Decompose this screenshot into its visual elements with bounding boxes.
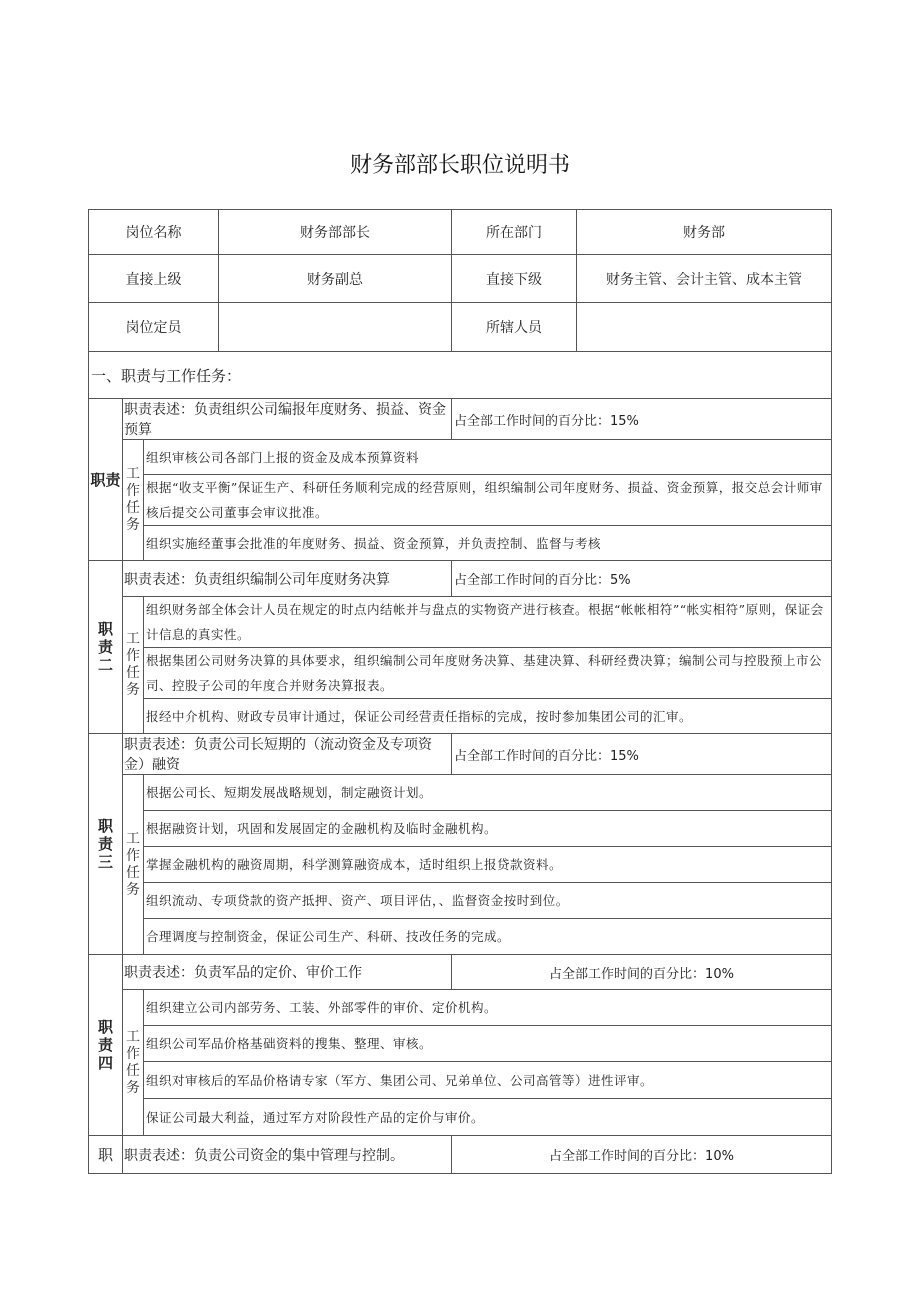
duty-1-task-row: [89, 440, 832, 475]
section-heading-row: [89, 352, 832, 399]
position-name-label: 岗位名称: [89, 210, 219, 255]
headcount-value: [219, 303, 452, 352]
superior-value: 财务副总: [219, 255, 452, 303]
duty-4-task-1: 组织建立公司内部劳务、工装、外部零件的审价、定价机构。: [144, 990, 832, 1026]
duty-1-task-label: 工作任务: [123, 440, 144, 561]
duty-3-description: 职责表述：负责公司长短期的（流动资金及专项资金）融资: [123, 734, 452, 775]
duty-3-task-4: 组织流动、专项贷款的资产抵押、资产、项目评估，、监督资金按时到位。: [144, 883, 832, 919]
duty-2-task-row: [89, 699, 832, 734]
duty-4-task-row: [89, 1026, 832, 1062]
duty-4-description-row: [89, 955, 832, 990]
info-row-staffing: [89, 303, 832, 352]
duty-2-task-row: [89, 597, 832, 648]
info-row-reporting: [89, 255, 832, 303]
duty-3-label: 职责三: [89, 734, 123, 955]
section-heading: 一、职责与工作任务：: [89, 352, 832, 399]
duty-1-task-row: [89, 475, 832, 526]
department-label: 所在部门: [452, 210, 577, 255]
duty-4-task-row: [89, 990, 832, 1026]
duty-4-task-row: [89, 1062, 832, 1099]
info-row-position: [89, 210, 832, 255]
duty-1-task-3: 组织实施经董事会批准的年度财务、损益、资金预算，并负责控制、监督与考核: [144, 526, 832, 561]
duty-4-description: 职责表述：负责军品的定价、审价工作: [123, 955, 452, 990]
duty-3-task-row: [89, 847, 832, 883]
duty-4-task-2: 组织公司军品价格基础资料的搜集、整理、审核。: [144, 1026, 832, 1062]
subordinate-value: 财务主管、会计主管、成本主管: [577, 255, 832, 303]
duty-4-task-3: 组织对审核后的军品价格请专家（军方、集团公司、兄弟单位、公司高管等）进性评审。: [144, 1062, 832, 1099]
duty-4-label: 职责四: [89, 955, 123, 1136]
duty-3-task-row: [89, 883, 832, 919]
duty-3-percent: 占全部工作时间的百分比：15%: [452, 734, 832, 775]
duty-3-task-3: 掌握金融机构的融资周期，科学测算融资成本，适时组织上报贷款资料。: [144, 847, 832, 883]
job-description-table: [88, 209, 832, 1174]
position-name-value: 财务部部长: [219, 210, 452, 255]
duty-4-task-4: 保证公司最大利益，通过军方对阶段性产品的定价与审价。: [144, 1099, 832, 1136]
duty-2-task-1: 组织财务部全体会计人员在规定的时点内结帐并与盘点的实物资产进行核查。根据“帐帐相符”“帐实相符”原则，保证会计信息的真实性。: [144, 597, 832, 648]
document-title: 财务部部长职位说明书: [349, 153, 570, 178]
duty-5-description-row: [89, 1136, 832, 1174]
headcount-label: 岗位定员: [89, 303, 219, 352]
duty-3-description-row: [89, 734, 832, 775]
department-value: 财务部: [577, 210, 832, 255]
duty-2-task-3: 报经中介机构、财政专员审计通过，保证公司经营责任指标的完成，按时参加集团公司的汇审。: [144, 699, 832, 734]
subordinate-label: 直接下级: [452, 255, 577, 303]
duty-3-task-row: [89, 775, 832, 811]
duty-1-label: 职责: [89, 399, 123, 561]
duty-3-task-2: 根据融资计划，巩固和发展固定的金融机构及临时金融机构。: [144, 811, 832, 847]
duty-2-task-row: [89, 648, 832, 699]
duty-3-task-1: 根据公司长、短期发展战略规划，制定融资计划。: [144, 775, 832, 811]
duty-2-label: 职责二: [89, 561, 123, 734]
duty-5-percent: 占全部工作时间的百分比：10%: [452, 1136, 832, 1174]
superior-label: 直接上级: [89, 255, 219, 303]
duty-3-task-label: 工作任务: [123, 775, 144, 955]
duty-1-description: 职责表述：负责组织公司编报年度财务、损益、资金预算: [123, 399, 452, 440]
duty-1-task-row: [89, 526, 832, 561]
duty-2-description: 职责表述：负责组织编制公司年度财务决算: [123, 561, 452, 597]
managed-staff-value: [577, 303, 832, 352]
duty-2-percent: 占全部工作时间的百分比：5%: [452, 561, 832, 597]
duty-1-task-2: 根据“收支平衡”保证生产、科研任务顺利完成的经营原则，组织编制公司年度财务、损益、资金预算，报交总会计师审核后提交公司董事会审议批准。: [144, 475, 832, 526]
duty-3-task-5: 合理调度与控制资金，保证公司生产、科研、技改任务的完成。: [144, 919, 832, 955]
duty-4-percent: 占全部工作时间的百分比：10%: [452, 955, 832, 990]
duty-4-task-row: [89, 1099, 832, 1136]
duty-2-task-label: 工作任务: [123, 597, 144, 734]
managed-staff-label: 所辖人员: [452, 303, 577, 352]
duty-4-task-label: 工作任务: [123, 990, 144, 1136]
duty-1-description-row: [89, 399, 832, 440]
duty-5-description: 职责表述：负责公司资金的集中管理与控制。: [123, 1136, 452, 1174]
duty-3-task-row: [89, 811, 832, 847]
duty-5-label: 职: [89, 1136, 123, 1174]
duty-1-percent: 占全部工作时间的百分比：15%: [452, 399, 832, 440]
duty-1-task-1: 组织审核公司各部门上报的资金及成本预算资料: [144, 440, 832, 475]
duty-2-task-2: 根据集团公司财务决算的具体要求，组织编制公司年度财务决算、基建决算、科研经费决算；编制公司与控股预上市公司、控股子公司的年度合并财务决算报表。: [144, 648, 832, 699]
duty-2-description-row: [89, 561, 832, 597]
duty-3-task-row: [89, 919, 832, 955]
